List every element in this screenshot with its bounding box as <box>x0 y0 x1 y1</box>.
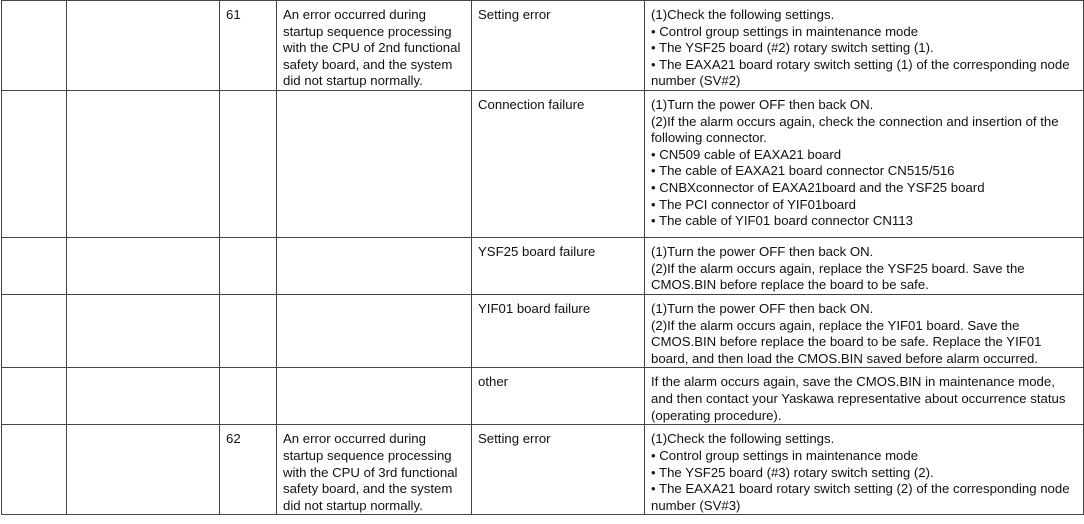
remedy-line: • The YSF25 board (#3) rotary switch setting (2). <box>651 464 934 480</box>
alarm-table <box>1 0 1084 515</box>
remedy-line: (2)If the alarm occurs again, replace the YSF25 board. Save the CMOS.BIN before replace the board to be safe. <box>651 260 1025 293</box>
meaning-cell <box>277 295 472 368</box>
meaning-cell <box>277 238 472 295</box>
table-row <box>2 1 1084 91</box>
remedy-line: (1)Turn the power OFF then back ON. <box>651 244 874 259</box>
meaning-cell: An error occurred during startup sequence processing with the CPU of 3rd functional safety board, and the system did not startup normally. <box>277 425 472 515</box>
remedy-line: • CN509 cable of EAXA21 board <box>651 146 842 162</box>
alarm-name-cell <box>67 425 220 515</box>
remedy-line: • Control group settings in maintenance mode <box>651 447 919 463</box>
remedy-line: (1)Turn the power OFF then back ON. <box>651 97 874 112</box>
remedy-line: If the alarm occurs again, save the CMOS.BIN in maintenance mode, and then contact your Yaskawa representative about occurrence status (operating procedure). <box>651 374 1066 423</box>
alarm-name-cell <box>67 295 220 368</box>
alarm-code-cell <box>2 368 67 425</box>
meaning-cell <box>277 91 472 238</box>
alarm-table-body <box>2 1 1084 515</box>
meaning-cell <box>277 368 472 425</box>
alarm-name-cell <box>67 368 220 425</box>
sub-code-cell <box>220 91 277 238</box>
remedy-cell <box>645 91 1084 238</box>
cause-cell: Setting error <box>472 1 645 91</box>
sub-code-cell: 61 <box>220 1 277 91</box>
remedy-line: • The YSF25 board (#2) rotary switch setting (1). <box>651 40 934 56</box>
remedy-line: • CNBXconnector of EAXA21board and the YSF25 board <box>651 179 985 195</box>
alarm-code-cell <box>2 1 67 91</box>
remedy-cell <box>645 295 1084 368</box>
alarm-code-cell <box>2 425 67 515</box>
remedy-cell <box>645 238 1084 295</box>
cause-cell: Setting error <box>472 425 645 515</box>
sub-code-cell <box>220 368 277 425</box>
alarm-code-cell <box>2 91 67 238</box>
remedy-line: • The cable of EAXA21 board connector CN515/516 <box>651 163 955 179</box>
cause-cell: YSF25 board failure <box>472 238 645 295</box>
remedy-cell <box>645 368 1084 425</box>
remedy-line: • The cable of YIF01 board connector CN113 <box>651 213 913 229</box>
table-row <box>2 238 1084 295</box>
remedy-line: (1)Check the following settings. <box>651 7 835 22</box>
meaning-cell: An error occurred during startup sequence processing with the CPU of 2nd functional safety board, and the system did not startup normally. <box>277 1 472 91</box>
remedy-line: • The EAXA21 board rotary switch setting (2) of the corresponding node number (SV#3) <box>651 481 1070 513</box>
remedy-line: (2)If the alarm occurs again, replace the YIF01 board. Save the CMOS.BIN before replace the board to be safe. Replace the YIF01 board, and then load the CMOS.BIN saved before alarm occurred. <box>651 317 1042 366</box>
table-row <box>2 425 1084 515</box>
remedy-cell <box>645 425 1084 515</box>
sub-code-cell: 62 <box>220 425 277 515</box>
alarm-code-cell <box>2 238 67 295</box>
alarm-name-cell <box>67 238 220 295</box>
sub-code-cell <box>220 295 277 368</box>
remedy-line: (1)Check the following settings. <box>651 431 835 447</box>
remedy-line: • Control group settings in maintenance mode <box>651 23 919 39</box>
cause-cell: Connection failure <box>472 91 645 238</box>
sub-code-cell <box>220 238 277 295</box>
alarm-name-cell <box>67 1 220 91</box>
table-row <box>2 368 1084 425</box>
table-row <box>2 295 1084 368</box>
remedy-line: (2)If the alarm occurs again, check the connection and insertion of the following connector. <box>651 113 1059 146</box>
remedy-line: (1)Turn the power OFF then back ON. <box>651 301 874 316</box>
remedy-line: • The EAXA21 board rotary switch setting (1) of the corresponding node number (SV#2) <box>651 56 1070 89</box>
alarm-name-cell <box>67 91 220 238</box>
table-row <box>2 91 1084 238</box>
alarm-code-cell <box>2 295 67 368</box>
remedy-cell <box>645 1 1084 91</box>
cause-cell: other <box>472 368 645 425</box>
remedy-line: • The PCI connector of YIF01board <box>651 196 856 212</box>
cause-cell: YIF01 board failure <box>472 295 645 368</box>
